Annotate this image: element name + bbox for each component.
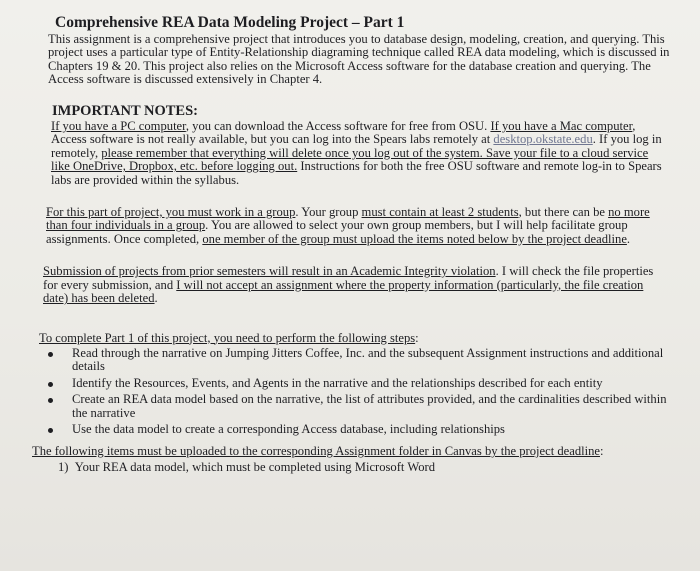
page-title: Comprehensive REA Data Modeling Project – Part 1 (55, 14, 405, 31)
bullet-icon (48, 382, 53, 387)
intro-paragraph: This assignment is a comprehensive project that introduces you to database design, modeling, creation, and querying. This project uses a particular type of Entity-Relationship diagraming technique called REA data modeling, which is discussed in Chapters 19 & 20. This project also relies on the Microsoft Access software for the database creation and querying. The Access software is discussed extensively in Chapter 4. (48, 32, 670, 87)
mac-note: If you have a Mac computer (490, 119, 633, 134)
group-requirement: For this part of project, you must work in a group (46, 205, 296, 220)
pc-note: If you have a PC computer (51, 119, 186, 134)
group-text-1: . Your group (295, 205, 362, 220)
step-item (48, 377, 670, 390)
step-item (48, 347, 670, 374)
group-text-4: . (626, 231, 631, 246)
upload-intro (32, 445, 670, 458)
upload-item (58, 461, 670, 474)
group-paragraph (46, 206, 670, 246)
integrity-text-2: . (154, 291, 158, 306)
upload-intro-colon: : (600, 444, 604, 459)
group-minimum: must contain at least 2 students (361, 205, 519, 220)
bullet-icon (48, 398, 53, 403)
remote-note-text: . If you log in remotely, (51, 132, 662, 160)
upload-item-number: 1) (58, 459, 69, 474)
integrity-warning: Submission of projects from prior semesters will result in an Academic Integrity violation (43, 264, 496, 279)
mac-note-text: , Access software is not really available, but you can log into the Spears labs remotely at (51, 119, 636, 147)
bullet-icon (48, 428, 53, 433)
steps-intro-text: To complete Part 1 of this project, you need to perform the following steps (39, 330, 416, 345)
upload-intro-text: The following items must be uploaded to the corresponding Assignment folder in Canvas by the project deadline (32, 444, 600, 459)
integrity-paragraph (43, 265, 670, 305)
steps-intro-colon: : (415, 330, 419, 345)
steps-intro (39, 332, 670, 345)
group-text-2: , but there can be (518, 205, 609, 220)
instructions-note: Instructions for both the free OSU software and remote log-in to Spears labs are provided within the syllabus. (51, 159, 662, 187)
upload-item-text: Your REA data model, which must be completed using Microsoft Word (74, 459, 436, 474)
step-text: Create an REA data model based on the narrative, the list of attributes provided, and the cardinalities described within the narrative (72, 392, 667, 420)
pc-note-text: , you can download the Access software for free from OSU. (185, 119, 491, 134)
group-text-3: . You are allowed to select your own group members, but I will help facilitate group assignments. Once completed, (46, 218, 628, 246)
step-text: Identify the Resources, Events, and Agents in the narrative and the relationships described for each entity (72, 375, 603, 390)
steps-list (48, 347, 670, 436)
notes-heading: IMPORTANT NOTES: (52, 102, 198, 119)
group-maximum: no more than four individuals in a group (46, 205, 650, 233)
bullet-icon (48, 352, 53, 357)
step-text: Use the data model to create a corresponding Access database, including relationships (72, 421, 505, 436)
step-item (48, 393, 670, 420)
integrity-text-1: . I will check the file properties for every submission, and (43, 264, 654, 292)
notes-paragraph (51, 120, 670, 187)
group-upload-rule: one member of the group must upload the items noted below by the project deadline (202, 231, 627, 246)
step-item (48, 423, 670, 436)
file-property-rule: I will not accept an assignment where the property information (particularly, the file creation date) has been deleted (43, 277, 644, 306)
remote-lab-link[interactable]: desktop.okstate.edu (493, 132, 593, 147)
logout-warning: please remember that everything will delete once you log out of the system. Save your file to a cloud service like OneDrive, Dropbox, etc. before logging out. (51, 145, 649, 174)
step-text: Read through the narrative on Jumping Jitters Coffee, Inc. and the subsequent Assignment instructions and additional details (72, 345, 664, 374)
